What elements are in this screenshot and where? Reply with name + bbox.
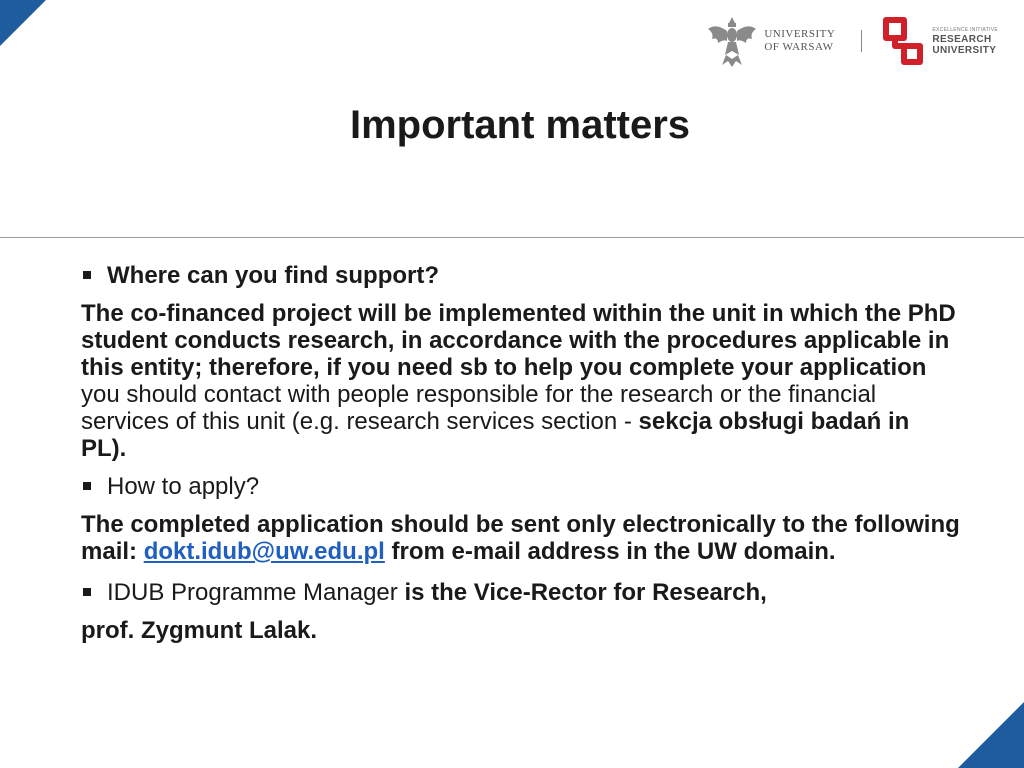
uw-logo-line1: UNIVERSITY bbox=[764, 28, 836, 40]
uw-logo-line2: OF WARSAW bbox=[764, 41, 834, 53]
bullet-apply bbox=[81, 473, 961, 500]
bullet-square-icon bbox=[83, 271, 91, 279]
email-link[interactable]: dokt.idub@uw.edu.pl bbox=[143, 538, 385, 565]
support-regular-text: you should contact with people responsible for the research or the financial services of this unit (e.g. research services section - bbox=[81, 381, 877, 435]
support-bold-text: The co-financed project will be implemented within the unit in which the PhD student conducts research, in accordance with the procedures applicable in this entity; therefore, if you need sb to help you complete your application bbox=[81, 300, 956, 381]
university-of-warsaw-logo bbox=[706, 13, 835, 69]
idub-logo-line1: EXCELLENCE INITIATIVE bbox=[932, 27, 998, 33]
bullet-square-icon bbox=[83, 482, 91, 490]
bullet-apply-text: How to apply? bbox=[107, 473, 260, 500]
title-divider bbox=[0, 237, 1024, 238]
manager-regular-text: IDUB Programme Manager bbox=[107, 579, 405, 606]
manager-bold-text: is the Vice-Rector for Research, bbox=[404, 579, 767, 606]
apply-paragraph bbox=[81, 511, 961, 565]
uw-logo-text bbox=[764, 28, 835, 54]
bullet-support-text: Where can you find support? bbox=[107, 262, 440, 289]
bullet-manager bbox=[81, 579, 961, 606]
slide-content bbox=[81, 262, 961, 655]
apply-end-text: from e-mail address in the UW domain. bbox=[384, 538, 836, 565]
bullet-square-icon bbox=[83, 588, 91, 596]
corner-decoration-top-left bbox=[0, 0, 46, 46]
bullet-support bbox=[81, 262, 961, 289]
idub-logo-line3: UNIVERSITY bbox=[932, 45, 997, 56]
eagle-crest-icon bbox=[706, 13, 758, 69]
slide-title: Important matters bbox=[349, 103, 691, 147]
idub-logo bbox=[882, 16, 998, 66]
manager-name: prof. Zygmunt Lalak. bbox=[81, 617, 318, 644]
logo-separator bbox=[861, 30, 862, 52]
corner-decoration-bottom-right bbox=[958, 702, 1024, 768]
header-logos bbox=[706, 12, 998, 70]
idub-symbol-icon bbox=[882, 16, 928, 66]
support-bold-end-text: sekcja obsługi badań in PL). bbox=[81, 408, 910, 462]
idub-logo-text bbox=[932, 26, 998, 56]
support-paragraph bbox=[81, 300, 961, 462]
idub-logo-line2: RESEARCH bbox=[932, 34, 992, 45]
apply-start-text: The completed application should be sent only electronically to the following mail: bbox=[81, 511, 960, 565]
